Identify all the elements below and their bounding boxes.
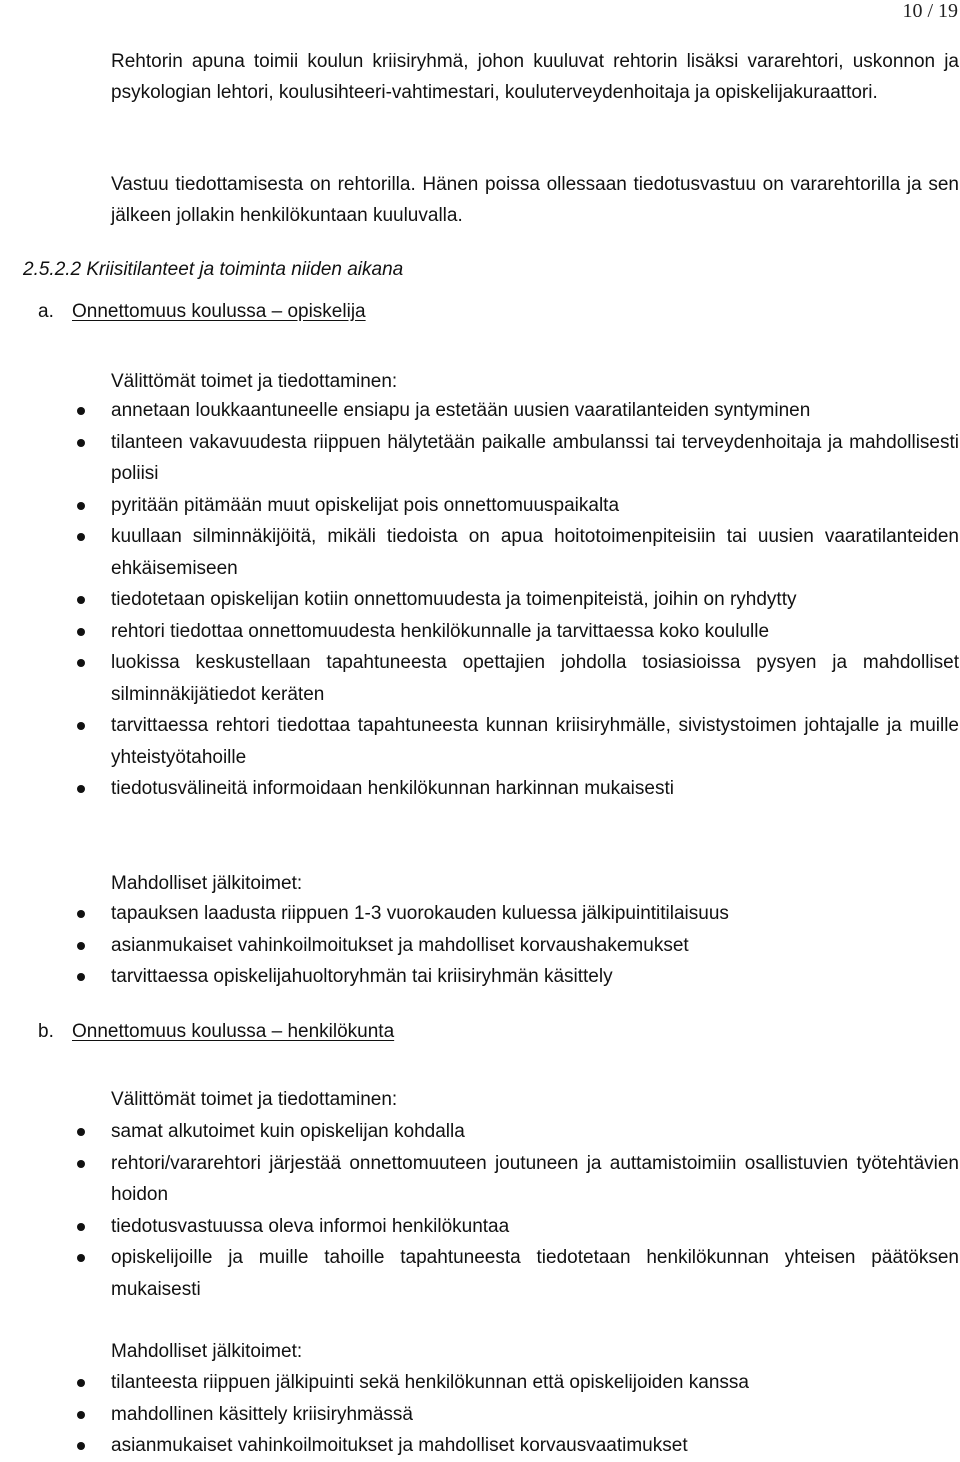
section-a-title-text: Onnettomuus koulussa – opiskelija: [72, 301, 366, 322]
list-item: mahdollinen käsittely kriisiryhmässä: [0, 1399, 960, 1431]
bullet-icon: [77, 942, 85, 950]
section-b-after-list: [0, 1367, 960, 1462]
list-item: tarvittaessa opiskelijahuoltoryhmän tai kriisiryhmän käsittely: [0, 961, 960, 993]
bullet-icon: [77, 1254, 85, 1262]
list-item: tarvittaessa rehtori tiedottaa tapahtuneesta kunnan kriisiryhmälle, sivistystoimen johtajalle ja muille yhteistyötahoille: [0, 710, 960, 773]
bullet-icon: [77, 533, 85, 541]
bullet-icon: [77, 1160, 85, 1168]
bullet-icon: [77, 628, 85, 636]
list-item: pyritään pitämään muut opiskelijat pois onnettomuuspaikalta: [0, 490, 960, 522]
section-a-letter: a.: [38, 301, 54, 322]
list-item: samat alkutoimet kuin opiskelijan kohdalla: [0, 1116, 960, 1148]
list-item: rehtori/vararehtori järjestää onnettomuuteen joutuneen ja auttamistoimiin osallistuvien työtehtävien hoidon: [0, 1148, 960, 1211]
section-a-after-list: [0, 898, 960, 993]
bullet-icon: [77, 973, 85, 981]
list-item: tilanteesta riippuen jälkipuinti sekä henkilökunnan että opiskelijoiden kanssa: [0, 1367, 960, 1399]
list-item: tilanteen vakavuudesta riippuen hälytetään paikalle ambulanssi tai terveydenhoitaja ja mahdollisesti poliisi: [0, 427, 960, 490]
section-a-after-label: Mahdolliset jälkitoimet:: [111, 873, 303, 894]
list-item: tiedotusvastuussa oleva informoi henkilökuntaa: [0, 1211, 960, 1243]
list-item: asianmukaiset vahinkoilmoitukset ja mahdolliset korvausvaatimukset: [0, 1430, 960, 1462]
bullet-icon: [77, 1411, 85, 1419]
list-item: tiedotusvälineitä informoidaan henkilökunnan harkinnan mukaisesti: [0, 773, 960, 805]
section-b-title: [38, 1016, 394, 1047]
section-heading: 2.5.2.2 Kriisitilanteet ja toiminta niiden aikana: [23, 259, 404, 280]
page-number: 10 / 19: [902, 0, 958, 22]
bullet-icon: [77, 910, 85, 918]
intro-paragraph-crisis-group: Rehtorin apuna toimii koulun kriisiryhmä, johon kuuluvat rehtorin lisäksi vararehtori, uskonnon ja psykologian lehtori, koulusihteeri-vahtimestari, kouluterveydenhoitaja ja opiskelijakuraattori.: [111, 51, 959, 103]
list-item: kuullaan silminnäkijöitä, mikäli tiedoista on apua hoitotoimenpiteisiin tai uusien vaaratilanteiden ehkäisemiseen: [0, 521, 960, 584]
list-item: annetaan loukkaantuneelle ensiapu ja estetään uusien vaaratilanteiden syntyminen: [0, 395, 960, 427]
section-b-letter: b.: [38, 1021, 54, 1042]
bullet-icon: [77, 722, 85, 730]
list-item: asianmukaiset vahinkoilmoitukset ja mahdolliset korvaushakemukset: [0, 930, 960, 962]
bullet-icon: [77, 439, 85, 447]
bullet-icon: [77, 1223, 85, 1231]
bullet-icon: [77, 502, 85, 510]
section-a-immediate-list: [0, 395, 960, 805]
list-item: luokissa keskustellaan tapahtuneesta opettajien johdolla tosiasioissa pysyen ja mahdolliset silminnäkijätiedot keräten: [0, 647, 960, 710]
list-item: rehtori tiedottaa onnettomuudesta henkilökunnalle ja tarvittaessa koko koululle: [0, 616, 960, 648]
section-a-immediate-label: Välittömät toimet ja tiedottaminen:: [111, 371, 398, 392]
bullet-icon: [77, 407, 85, 415]
section-b-immediate-label: Välittömät toimet ja tiedottaminen:: [111, 1089, 398, 1110]
bullet-icon: [77, 596, 85, 604]
section-b-title-text: Onnettomuus koulussa – henkilökunta: [72, 1021, 395, 1042]
list-item: tiedotetaan opiskelijan kotiin onnettomuudesta ja toimenpiteistä, joihin on ryhdytty: [0, 584, 960, 616]
bullet-icon: [77, 785, 85, 793]
section-b-after-label: Mahdolliset jälkitoimet:: [111, 1341, 303, 1362]
list-item: opiskelijoille ja muille tahoille tapahtuneesta tiedotetaan henkilökunnan yhteisen päätöksen mukaisesti: [0, 1242, 960, 1305]
bullet-icon: [77, 659, 85, 667]
list-item: tapauksen laadusta riippuen 1-3 vuorokauden kuluessa jälkipuintitilaisuus: [0, 898, 960, 930]
bullet-icon: [77, 1128, 85, 1136]
intro-paragraph-responsibility: Vastuu tiedottamisesta on rehtorilla. Hänen poissa ollessaan tiedotusvastuu on vararehtorilla ja sen jälkeen jollakin henkilökuntaan kuuluvalla.: [111, 174, 959, 226]
section-b-immediate-list: [0, 1116, 960, 1305]
section-a-title: [38, 296, 366, 327]
bullet-icon: [77, 1442, 85, 1450]
bullet-icon: [77, 1379, 85, 1387]
